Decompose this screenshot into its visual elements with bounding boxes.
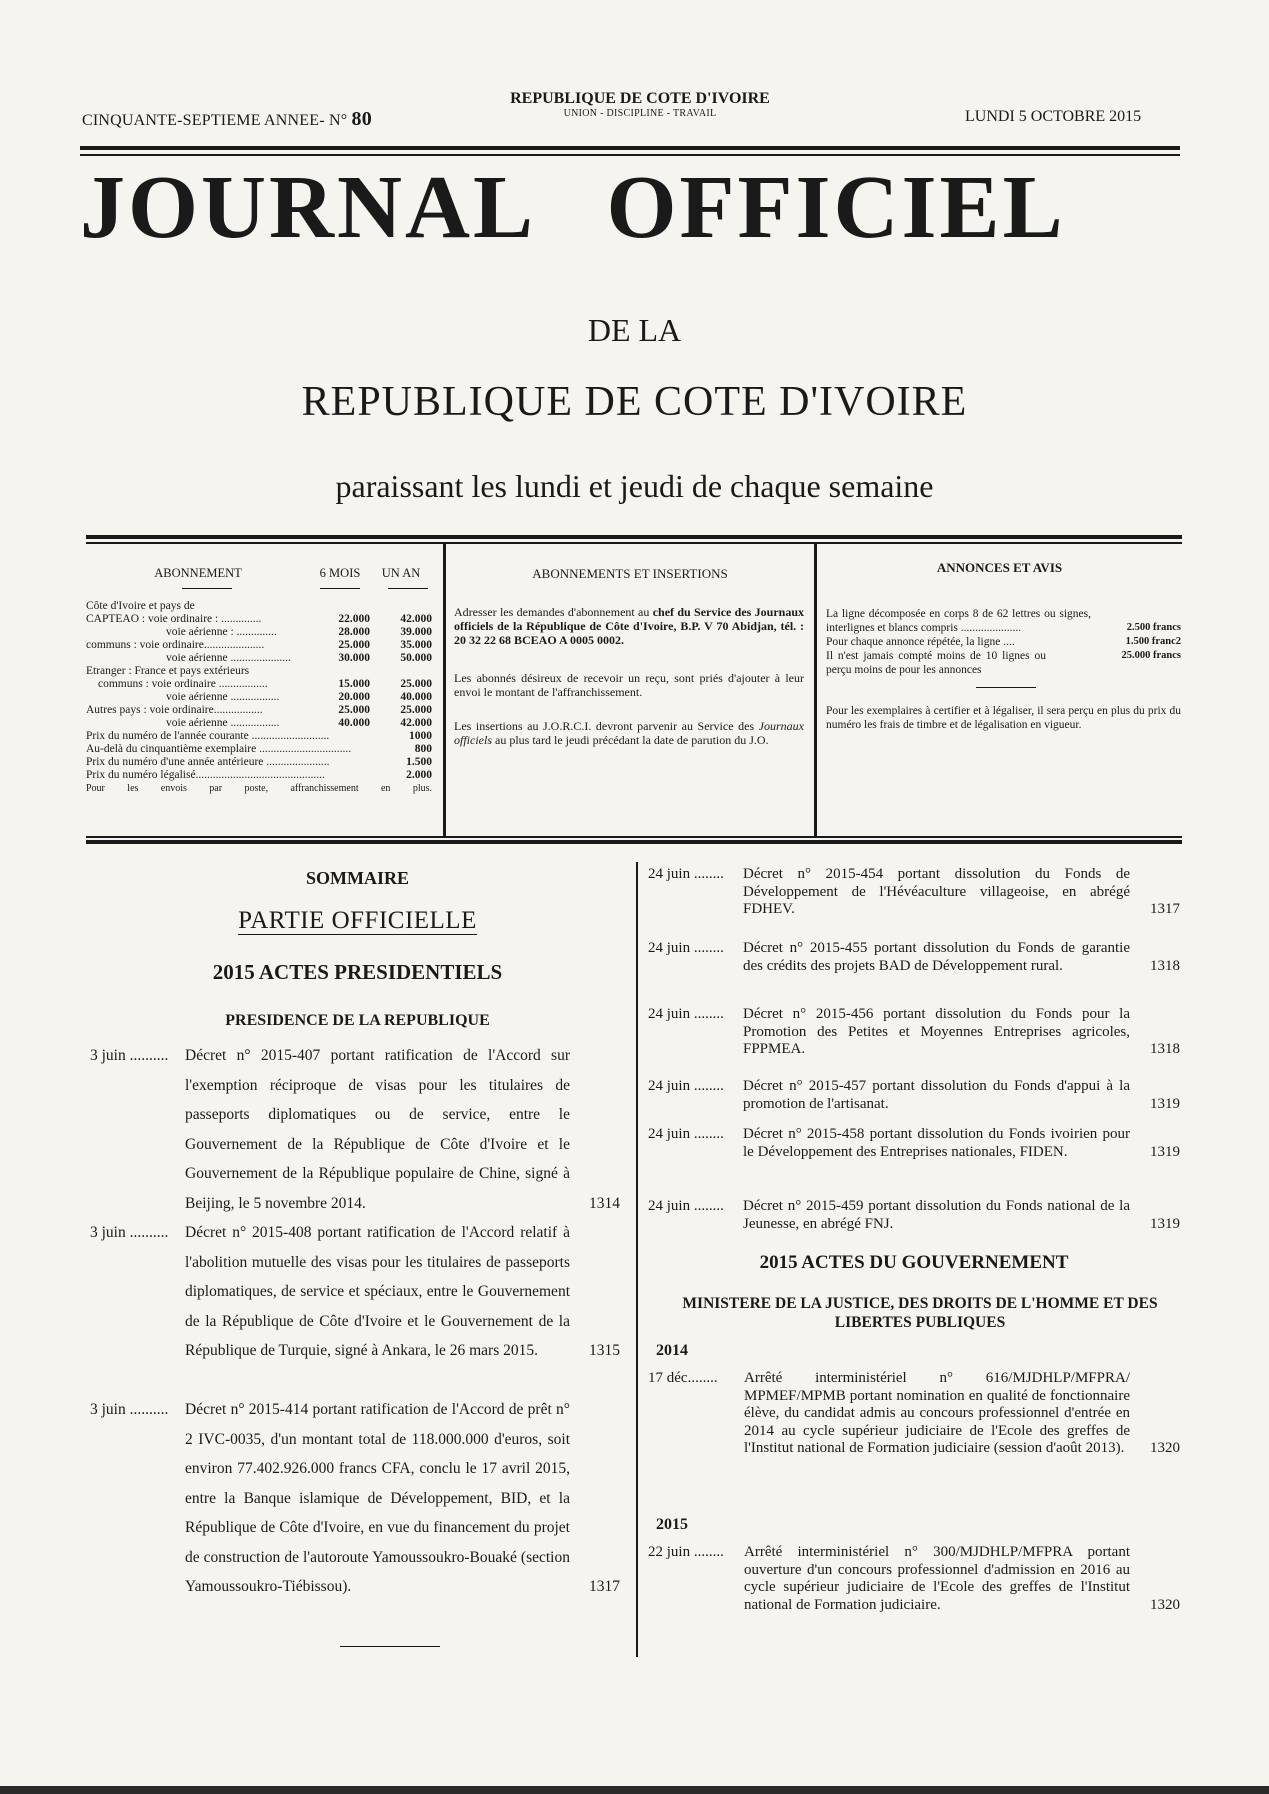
abonnement-row — [86, 626, 432, 639]
entry-text: Décret n° 2015-456 portant dissolution du Fonds pour la Promotion des Petites et Moyennes Entreprises agricoles, FPPMEA. — [743, 1006, 1130, 1057]
insertions-p3: Les insertions au J.O.R.C.I. devront parvenir au Service des Journaux officiels au plus tard le jeudi précédant la date de parution du J.O. — [454, 719, 804, 747]
abonnement-row-6mois: 40.000 — [338, 717, 370, 729]
abonnement-row-label: voie aérienne ................. — [166, 717, 280, 729]
abonnement-row-6mois — [310, 665, 370, 678]
insertions-p2: Les abonnés désireux de recevoir un reçu, sont priés d'ajouter à leur envoi le montant de l'affranchissement. — [454, 671, 804, 699]
price-row — [86, 769, 432, 782]
entry-page: 1319 — [1150, 1095, 1180, 1112]
subsection-presidence: PRESIDENCE DE LA REPUBLIQUE — [225, 1012, 490, 1029]
year-2015: 2015 — [656, 1516, 688, 1533]
decree-entry — [648, 1126, 1180, 1161]
abonnement-row-unan — [370, 600, 432, 613]
entry-date: 3 juin .......... — [90, 1401, 169, 1418]
entry-page: 1318 — [1150, 1041, 1180, 1057]
decree-entry — [648, 1006, 1180, 1059]
abonnement-row-6mois: 28.000 — [338, 626, 370, 638]
left-end-rule — [340, 1646, 440, 1647]
abonnement-row-unan: 35.000 — [400, 639, 432, 651]
masthead-de-la: DE LA — [587, 312, 682, 348]
abonnement-row-label: voie aérienne ..................... — [166, 652, 291, 664]
box-divider-1 — [443, 543, 446, 836]
abonnement-row — [86, 639, 432, 652]
entry-page: 1318 — [1150, 957, 1180, 974]
decree-entry — [90, 1395, 620, 1602]
abonnement-row — [86, 652, 432, 665]
issue-number: CINQUANTE-SEPTIEME ANNEE- N° 80 — [82, 108, 372, 130]
price-label: Prix du numéro légalisé............................................. — [86, 769, 325, 781]
insertions-body — [454, 605, 804, 747]
box-top-rule-thin — [86, 542, 1182, 544]
decree-entry — [648, 940, 1180, 975]
annonces-separator — [976, 687, 1036, 688]
annonces-tarif-3: Il n'est jamais compté moins de 10 lignes ou perçu moins de pour les annonces 25.000 francs — [826, 650, 1181, 676]
abonnement-row — [86, 600, 432, 613]
entry-text: Décret n° 2015-414 portant ratification de l'Accord de prêt n° 2 IVC-0035, d'un montant total de 118.000.000 d'euros, soit environ 77.402.926.000 francs CFA, conclu le 17 avril 2015, entre la Banque islamique de Développement, BID, et la République de Côte d'Ivoire, en vue du financement du projet de construction de l'autoroute Yamoussoukro-Bouaké (section Yamoussoukro-Tiébissou). — [185, 1401, 570, 1595]
entry-date: 24 juin ........ — [648, 1078, 724, 1094]
section-actes-gouvernement: 2015 ACTES DU GOUVERNEMENT — [759, 1252, 1069, 1273]
price-value: 2.000 — [406, 769, 432, 781]
box-top-rule — [86, 535, 1182, 539]
gov-entry-2014: 17 déc........ Arrêté interministériel n° 616/MJDHLP/MFPRA/ MPMEF/MPMB portant nomination en qualité de fonctionnaire élève, du candidat admis au concours professionnel d'entrée en 2014 au cycle supérieur judiciaire de l'Ecole des greffes de l'Institut national de Formation judiciaire (session d'août 2013). 1320 — [648, 1370, 1180, 1456]
abonnement-row — [86, 678, 432, 691]
annonces-title: ANNONCES ET AVIS — [936, 560, 1063, 575]
abonnement-row-label: Côte d'Ivoire et pays de — [86, 600, 195, 612]
entry-text: Décret n° 2015-455 portant dissolution du Fonds de garantie des crédits des projets BAD de Développement rural. — [743, 940, 1130, 974]
box-divider-2 — [814, 543, 817, 836]
postage-note: Pour les envois par poste, affranchissement en plus. — [86, 783, 432, 794]
entry-page: 1314 — [589, 1194, 620, 1212]
abonnement-row — [86, 665, 432, 678]
abonnement-row-unan: 40.000 — [400, 691, 432, 703]
entry-date: 24 juin ........ — [648, 866, 724, 882]
abonnement-row-label: voie aérienne ................. — [166, 691, 280, 703]
abonnement-row-6mois: 15.000 — [338, 678, 370, 690]
underline — [320, 588, 360, 589]
insertions-p1: Adresser les demandes d'abonnement au chef du Service des Journaux officiels de la République de Côte d'Ivoire, B.P. V 70 Abidjan, tél. : 20 32 22 68 BCEAO A 0005 0002. — [454, 605, 805, 647]
masthead-title: JOURNAL OFFICIEL — [80, 158, 1066, 257]
entry-page: 1319 — [1150, 1143, 1180, 1160]
decree-entry — [648, 1198, 1180, 1233]
sommaire-title: SOMMAIRE — [306, 868, 409, 888]
abonnement-row-label: voie aérienne : .............. — [166, 626, 277, 638]
abonnement-header-unan: UN AN — [381, 566, 421, 580]
decree-entry — [90, 1041, 620, 1218]
price-row — [86, 730, 432, 743]
abonnement-row — [86, 717, 432, 730]
annonces-certif: Pour les exemplaires à certifier et à légaliser, il sera perçu en plus du prix du numéro les frais de timbre et de légalisation en vigueur. — [826, 705, 1181, 731]
column-divider — [636, 862, 638, 1657]
abonnement-row-unan: 25.000 — [400, 704, 432, 716]
entry-page: 1317 — [1150, 901, 1180, 917]
entry-text: Décret n° 2015-458 portant dissolution du Fonds ivoirien pour le Développement des Entreprises nationales, FIDEN. — [743, 1126, 1130, 1160]
abonnement-row-6mois: 20.000 — [338, 691, 370, 703]
abonnement-row-6mois: 30.000 — [338, 652, 370, 664]
price-row — [86, 756, 432, 769]
entry-page: 1317 — [589, 1578, 620, 1595]
price-value: 1.500 — [406, 756, 432, 768]
top-rule-thin — [80, 154, 1180, 156]
abonnement-row-unan: 39.000 — [400, 626, 432, 638]
abonnement-row-6mois: 22.000 — [338, 613, 370, 625]
price-label: Prix du numéro de l'année courante ........................... — [86, 730, 330, 742]
entry-text: Décret n° 2015-457 portant dissolution du Fonds d'appui à la promotion de l'artisanat. — [743, 1078, 1130, 1112]
price-label: Au-delà du cinquantième exemplaire ................................ — [86, 743, 352, 755]
abonnement-row-unan: 50.000 — [400, 652, 432, 664]
abonnement-row-unan: 25.000 — [400, 678, 432, 690]
annonces-body — [826, 607, 1181, 732]
entry-date: 3 juin .......... — [90, 1047, 169, 1064]
entry-text: Décret n° 2015-459 portant dissolution du Fonds national de la Jeunesse, en abrégé FNJ. — [743, 1198, 1130, 1232]
abonnement-header-label: ABONNEMENT — [154, 566, 242, 580]
entry-text: Décret n° 2015-408 portant ratification de l'Accord relatif à l'abolition mutuelle des visas pour les titulaires de passeports diplomatiques, de service et spéciaux, entre le Gouvernement de la République de Côte d'Ivoire et le Gouvernement de la République de Turquie, signé à Ankara, le 26 mars 2015. — [185, 1224, 570, 1359]
abonnement-table — [86, 600, 432, 795]
annonces-tarif-1: La ligne décomposée en corps 8 de 62 lettres ou signes, interlignes et blancs compris ..................... 2.500 francs — [826, 608, 1181, 634]
decree-entry — [90, 1218, 620, 1366]
entry-date: 24 juin ........ — [648, 1198, 724, 1214]
abonnement-row-label: communs : voie ordinaire..................... — [86, 639, 265, 651]
year-2014: 2014 — [656, 1342, 688, 1359]
abonnement-row-6mois: 25.000 — [338, 704, 370, 716]
entry-date: 24 juin ........ — [648, 940, 724, 956]
underline — [182, 588, 232, 589]
insertions-title: ABONNEMENTS ET INSERTIONS — [532, 566, 728, 581]
box-bottom-rule-thin — [86, 836, 1182, 838]
abonnement-row-unan: 42.000 — [400, 613, 432, 625]
motto: UNION - DISCIPLINE - TRAVAIL — [563, 108, 717, 119]
abonnement-row-label: communs : voie ordinaire ................. — [98, 678, 268, 690]
gov-entry-2015: 22 juin ........ Arrêté interministériel n° 300/MJDHLP/MFPRA portant ouverture d'un concours professionnel d'admission en 2016 au cycle supérieur judiciaire de l'Ecole des greffes de l'Institut national de Formation judiciaire. 1320 — [648, 1544, 1180, 1613]
price-value: 1000 — [409, 730, 432, 742]
entry-date: 24 juin ........ — [648, 1006, 724, 1022]
page-bottom-edge — [0, 1786, 1269, 1794]
masthead-republic: REPUBLIQUE DE COTE D'IVOIRE — [301, 379, 968, 425]
entry-page: 1319 — [1150, 1215, 1180, 1232]
entry-date: 24 juin ........ — [648, 1126, 724, 1142]
abonnement-row-6mois: 25.000 — [338, 639, 370, 651]
issue-date: LUNDI 5 OCTOBRE 2015 — [965, 108, 1142, 125]
country-header — [450, 90, 830, 119]
underline — [388, 588, 428, 589]
price-row — [86, 743, 432, 756]
abonnement-header-6mois: 6 MOIS — [319, 566, 361, 580]
entry-text: Décret n° 2015-454 portant dissolution du Fonds de Développement de l'Hévéaculture villageoise, en abrégé FDHEV. — [743, 866, 1130, 917]
ministry-title: MINISTERE DE LA JUSTICE, DES DROITS DE L'HOMME ET DES LIBERTES PUBLIQUES — [682, 1295, 1158, 1331]
abonnement-row-label: Etranger : France et pays extérieurs — [86, 665, 250, 677]
abonnement-row-unan — [370, 665, 432, 678]
abonnement-header — [86, 567, 432, 580]
entry-text: Décret n° 2015-407 portant ratification de l'Accord sur l'exemption réciproque de visas pour les titulaires de passeports diplomatiques ou de service, entre le Gouvernement de la République de Côte d'Ivoire et le Gouvernement de la République populaire de Chine, signé à Beijing, le 5 novembre 2014. — [185, 1047, 570, 1212]
decree-entry — [648, 1078, 1180, 1113]
price-label: Prix du numéro d'une année antérieure ...................... — [86, 756, 330, 768]
abonnement-row — [86, 691, 432, 704]
annonces-tarif-2: Pour chaque annonce répétée, la ligne .... 1.500 franc2 — [826, 636, 1181, 648]
top-rule-thick — [80, 146, 1180, 150]
abonnement-row-label: Autres pays : voie ordinaire................. — [86, 704, 263, 716]
country-name: REPUBLIQUE DE COTE D'IVOIRE — [510, 90, 770, 107]
masthead-frequency: paraissant les lundi et jeudi de chaque semaine — [335, 468, 934, 504]
box-bottom-rule — [86, 840, 1182, 844]
abonnement-row-6mois — [310, 600, 370, 613]
abonnement-row — [86, 613, 432, 626]
price-value: 800 — [414, 743, 432, 755]
decree-entry — [648, 866, 1180, 919]
partie-officielle: PARTIE OFFICIELLE — [238, 907, 477, 934]
abonnement-row-unan: 42.000 — [400, 717, 432, 729]
section-actes-presidentiels: 2015 ACTES PRESIDENTIELS — [212, 960, 503, 984]
abonnement-row — [86, 704, 432, 717]
entry-date: 3 juin .......... — [90, 1224, 169, 1241]
abonnement-row-label: CAPTEAO : voie ordinaire : .............. — [86, 613, 262, 625]
entry-page: 1315 — [589, 1342, 620, 1359]
